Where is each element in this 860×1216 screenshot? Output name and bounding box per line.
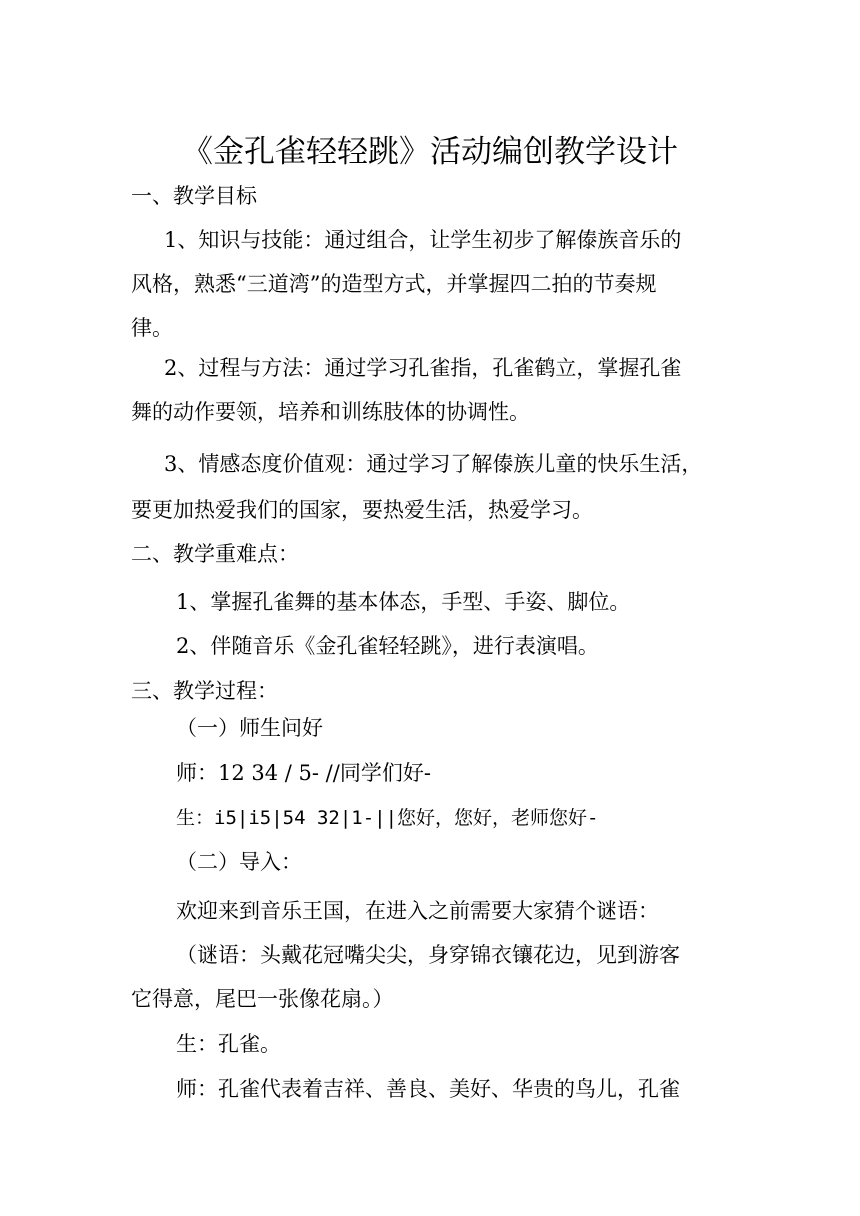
document-title: 《金孔雀轻轻跳》活动编创教学设计 [182, 134, 678, 170]
goal-1-line-1: 1、知识与技能：通过组合，让学生初步了解傣族音乐的 [164, 228, 682, 252]
section-heading-goals: 一、教学目标 [131, 184, 257, 208]
goal-3-line-2: 要更加热爱我们的国家，要热爱生活，热爱学习。 [131, 498, 593, 522]
goal-2-line-2: 舞的动作要领，培养和训练肢体的协调性。 [131, 400, 530, 424]
riddle-line-2: 它得意，尾巴一张像花扇。） [131, 987, 394, 1011]
riddle-line-1: （谜语：头戴花冠嘴尖尖，身穿锦衣镶花边，见到游客 [176, 943, 680, 967]
goal-2-line-1: 2、过程与方法：通过学习孔雀指，孔雀鹤立，掌握孔雀 [164, 356, 682, 380]
section-heading-key-points: 二、教学重难点： [131, 542, 299, 566]
teacher-greeting: 师：12 34 / 5- //同学们好- [176, 761, 431, 785]
key-point-2: 2、伴随音乐《金孔雀轻轻跳》，进行表演唱。 [176, 634, 599, 658]
step-1-heading: （一）师生问好 [176, 716, 323, 740]
step-2-heading: （二）导入： [176, 850, 302, 874]
student-answer: 生：孔雀。 [176, 1032, 281, 1056]
key-point-1: 1、掌握孔雀舞的基本体态，手型、手姿、脚位。 [176, 590, 631, 614]
goal-3-line-1: 3、情感态度价值观：通过学习了解傣族儿童的快乐生活， [164, 452, 703, 476]
teacher-remark: 师：孔雀代表着吉祥、善良、美好、华贵的鸟儿，孔雀 [176, 1077, 680, 1101]
student-greeting: 生：i5|i5|54 32|1-||您好，您好，老师您好- [176, 807, 599, 829]
section-heading-process: 三、教学过程： [131, 679, 278, 703]
goal-1-line-3: 律。 [131, 316, 173, 340]
goal-1-line-2: 风格，熟悉“三道湾”的造型方式，并掌握四二拍的节奏规 [131, 272, 657, 296]
intro-text: 欢迎来到音乐王国，在进入之前需要大家猜个谜语： [176, 899, 659, 923]
